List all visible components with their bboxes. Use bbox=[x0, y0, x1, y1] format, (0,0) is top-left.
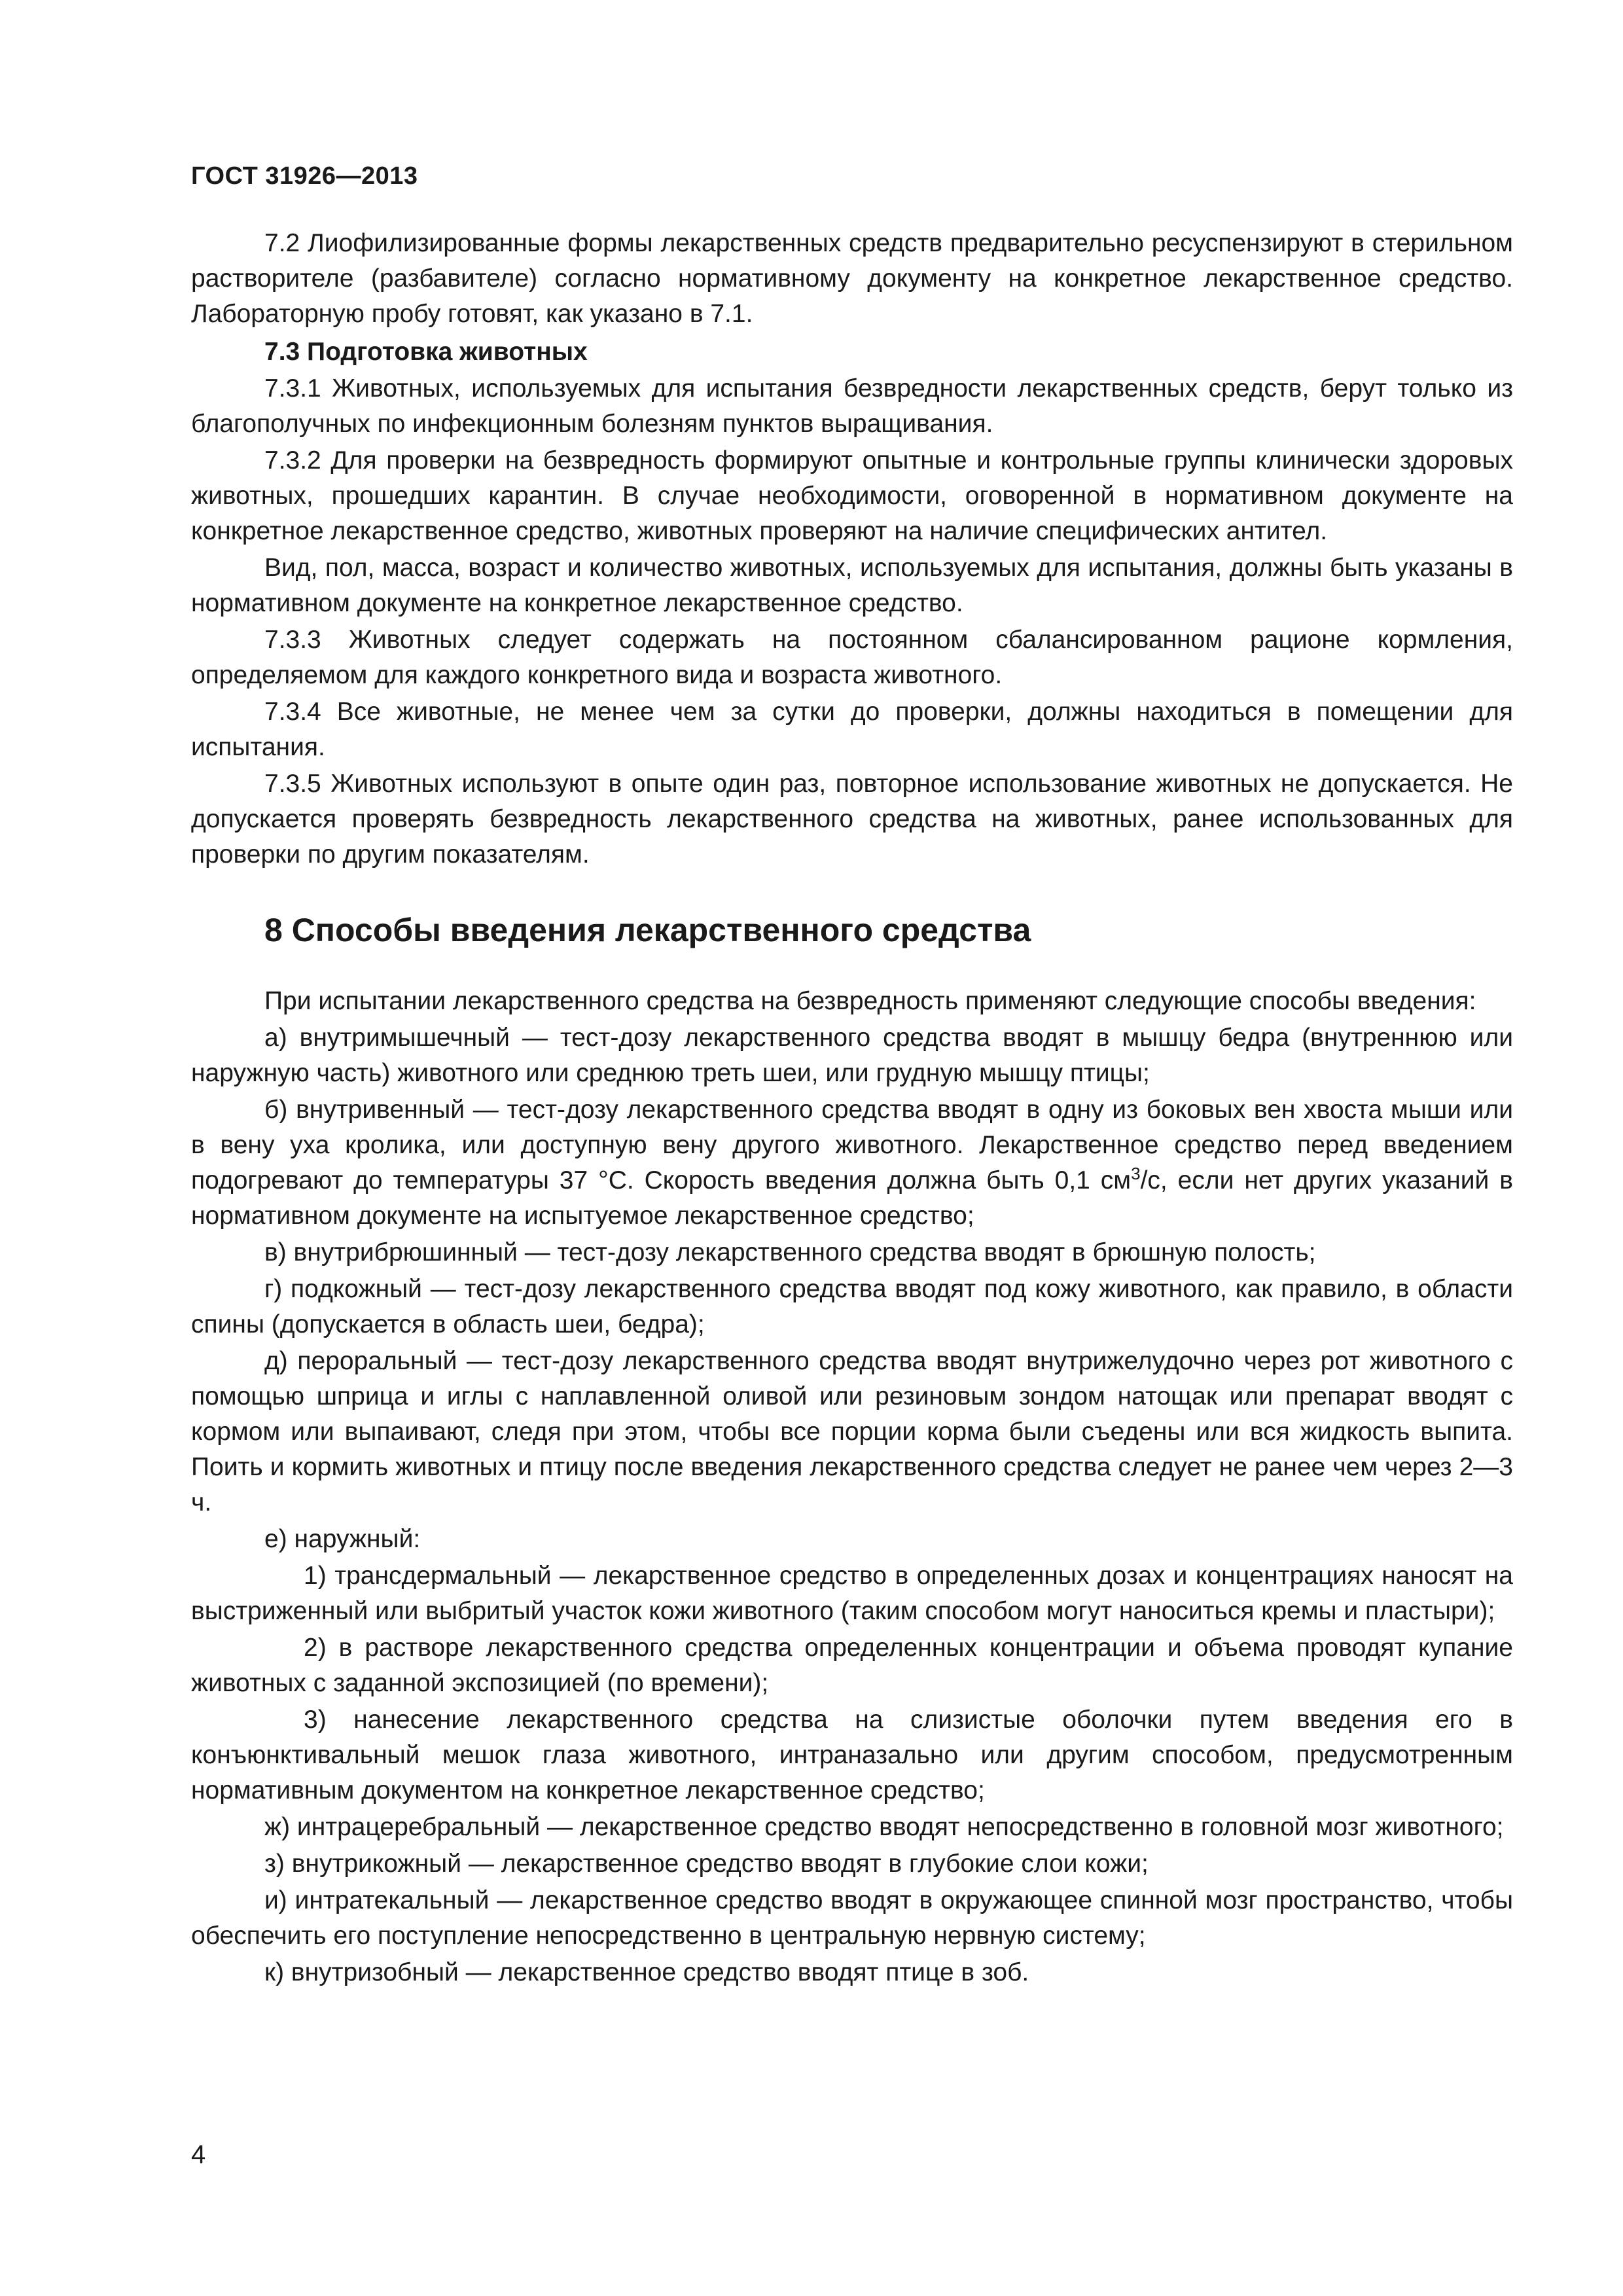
list-item-e-3: 3) нанесение лекарственного средства на слизистые оболочки путем введения его в конъюнктивальный мешок глаза животного, интраназально или другим способом, предусмотренным нормативным документом на конкретное лекарственное средство; bbox=[191, 1706, 1513, 1804]
document-body bbox=[191, 226, 1513, 1990]
list-item-z: з) внутрикожный — лекарственное средство вводят в глубокие слои кожи; bbox=[264, 1850, 1149, 1878]
list-item-b-text-2: /с, если нет других указаний в нормативном документе на испытуемое лекарственное средство; bbox=[191, 1166, 1513, 1230]
list-item-zh: ж) интрацеребральный — лекарственное средство вводят непосредственно в головной мозг животного; bbox=[264, 1813, 1504, 1841]
paragraph-7-3-2: 7.3.2 Для проверки на безвредность формируют опытные и контрольные группы клинически здоровых животных, прошедших карантин. В случае необходимости, оговоренной в нормативном документе на конкретное лекарственное средство, животных проверяют на наличие специфических антител. bbox=[191, 446, 1513, 545]
list-item-b bbox=[191, 1092, 1513, 1234]
superscript-3: 3 bbox=[1131, 1164, 1141, 1183]
list-item-a: а) внутримышечный — тест-дозу лекарственного средства вводят в мышцу бедра (внутреннюю или наружную часть) животного или среднюю треть шеи, или грудную мышцу птицы; bbox=[191, 1024, 1513, 1087]
paragraph-7-3-5: 7.3.5 Животных используют в опыте один раз, повторное использование животных не допускается. Не допускается проверять безвредность лекарственного средства на животных, ранее использованных для проверки по другим показателям. bbox=[191, 770, 1513, 869]
paragraph-7-2: 7.2 Лиофилизированные формы лекарственных средств предварительно ресуспензируют в стерильном растворителе (разбавителе) согласно нормативному документу на конкретное лекарственное средство. Лабораторную пробу готовят, как указано в 7.1. bbox=[191, 229, 1513, 328]
list-item-i: и) интратекальный — лекарственное средство вводят в окружающее спинной мозг пространство, чтобы обеспечить его поступление непосредственно в центральную нервную систему; bbox=[191, 1886, 1513, 1950]
list-item-e: е) наружный: bbox=[264, 1525, 421, 1553]
list-item-v: в) внутрибрюшинный — тест-дозу лекарственного средства вводят в брюшную полость; bbox=[264, 1238, 1316, 1266]
paragraph-7-3-2-species: Вид, пол, масса, возраст и количество животных, используемых для испытания, должны быть указаны в нормативном документе на конкретное лекарственное средство. bbox=[191, 554, 1513, 617]
document-header: ГОСТ 31926—2013 bbox=[191, 162, 418, 190]
paragraph-7-3-3: 7.3.3 Животных следует содержать на постоянном сбалансированном рационе кормления, определяемом для каждого конкретного вида и возраста животного. bbox=[191, 626, 1513, 689]
list-item-k: к) внутризобный — лекарственное средство вводят птице в зоб. bbox=[264, 1958, 1029, 1986]
list-item-b-text-1: б) внутривенный — тест-дозу лекарственного средства вводят в одну из боковых вен хвоста мыши или в вену уха кролика, или доступную вену другого животного. Лекарственное средство перед введением подогревают до температуры 37 °С. Скорость введения должна быть 0,1 см bbox=[191, 1096, 1513, 1194]
subheading-7-3: 7.3 Подготовка животных bbox=[264, 338, 588, 366]
page-number: 4 bbox=[191, 2140, 206, 2169]
list-item-d: д) пероральный — тест-дозу лекарственного средства вводят внутрижелудочно через рот животного с помощью шприца и иглы с наплавленной оливой или резиновым зондом натощак или препарат вводят с кормом или выпаивают, следя при этом, чтобы все порции корма были съедены или вся жидкость выпита. Поить и кормить животных и птицу после введения лекарственного средства следует не ранее чем через 2—3 ч. bbox=[191, 1347, 1513, 1516]
section-title-8: 8 Способы введения лекарственного средства bbox=[264, 912, 1031, 948]
list-item-e-1: 1) трансдермальный — лекарственное средство в определенных дозах и концентрациях наносят на выстриженный или выбритый участок кожи животного (таким способом могут наноситься кремы и пластыри); bbox=[191, 1562, 1513, 1625]
paragraph-8-intro: При испытании лекарственного средства на безвредность применяют следующие способы введения: bbox=[264, 987, 1476, 1015]
list-item-g: г) подкожный — тест-дозу лекарственного средства вводят под кожу животного, как правило, в области спины (допускается в область шеи, бедра); bbox=[191, 1275, 1513, 1338]
paragraph-7-3-1: 7.3.1 Животных, используемых для испытания безвредности лекарственных средств, берут только из благополучных по инфекционным болезням пунктов выращивания. bbox=[191, 374, 1513, 438]
list-item-e-2: 2) в растворе лекарственного средства определенных концентрации и объема проводят купание животных с заданной экспозицией (по времени); bbox=[191, 1634, 1513, 1697]
paragraph-7-3-4: 7.3.4 Все животные, не менее чем за сутки до проверки, должны находиться в помещении для испытания. bbox=[191, 698, 1513, 761]
